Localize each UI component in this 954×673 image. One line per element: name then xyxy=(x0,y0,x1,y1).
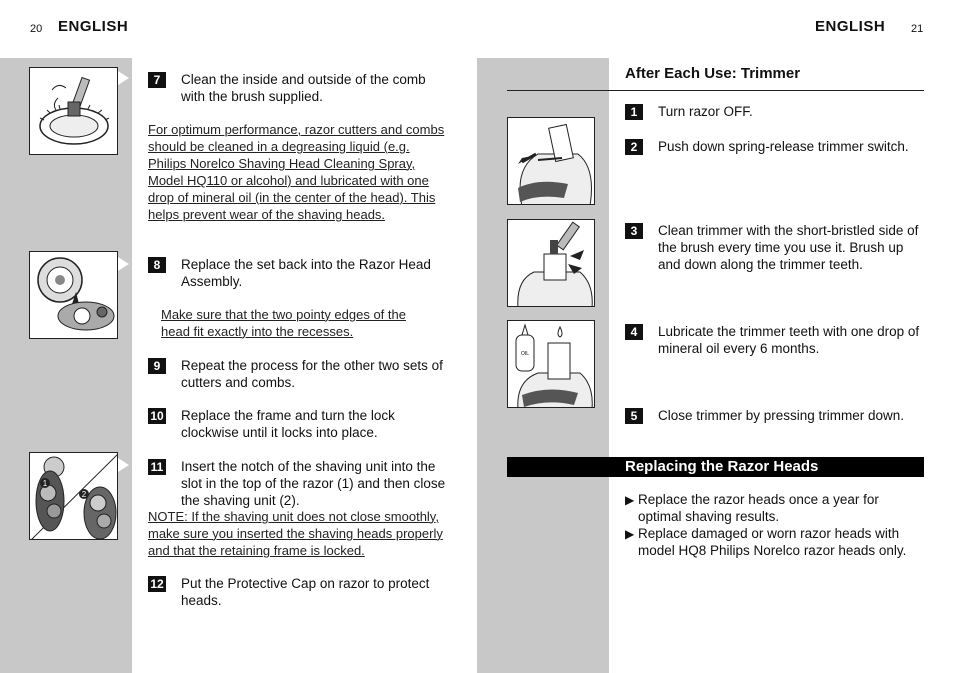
note-shaving-unit: NOTE: If the shaving unit does not close smoothly, make sure you inserted the shaving heads properly and that the retaining frame is locked. xyxy=(148,509,443,558)
step-number: 4 xyxy=(625,324,643,340)
step-text: Clean trimmer with the short-bristled side of the brush every time you use it. Brush up and down along the trimmer teeth. xyxy=(658,223,919,272)
illustration-trimmer-open xyxy=(507,117,595,205)
step-text: Put the Protective Cap on razor to protect heads. xyxy=(181,576,430,608)
triangle-bullet-icon: ▶ xyxy=(625,527,635,541)
illustration-trimmer-oil xyxy=(507,320,595,408)
label-two: 2 xyxy=(81,490,87,499)
oil-bottle-label: OIL xyxy=(520,351,530,357)
step-number: 2 xyxy=(625,139,643,155)
step-number: 3 xyxy=(625,223,643,239)
illustration-comb-brush xyxy=(29,67,118,155)
step-text: Repeat the process for the other two sets of cutters and combs. xyxy=(181,358,443,390)
step-text: Insert the notch of the shaving unit into the slot in the top of the razor (1) and then close the shaving unit (2). xyxy=(181,459,446,508)
step-text: Close trimmer by pressing trimmer down. xyxy=(658,408,905,423)
step-number: 11 xyxy=(148,459,166,475)
triangle-bullet-icon: ▶ xyxy=(625,493,635,507)
bullet-text: Replace damaged or worn razor heads with model HQ8 Philips Norelco razor heads only. xyxy=(638,526,907,558)
step-text: Clean the inside and outside of the comb with the brush supplied. xyxy=(181,72,426,104)
step-number: 5 xyxy=(625,408,643,424)
left-page-header: ENGLISH xyxy=(58,18,129,35)
step-text: Push down spring-release trimmer switch. xyxy=(658,139,909,154)
label-one: 1 xyxy=(42,479,48,488)
trimmer-section-title: After Each Use: Trimmer xyxy=(625,65,801,82)
step-text: Replace the set back into the Razor Head Assembly. xyxy=(181,257,431,289)
pointer-arrow xyxy=(118,257,129,271)
step-number: 1 xyxy=(625,104,643,120)
replacing-section-title: Replacing the Razor Heads xyxy=(507,457,924,477)
illustration-head-assembly xyxy=(29,251,118,339)
step-text: Turn razor OFF. xyxy=(658,104,753,119)
left-page-number: 20 xyxy=(30,23,43,35)
step-text: Replace the frame and turn the lock clockwise until it locks into place. xyxy=(181,408,395,440)
step-number: 12 xyxy=(148,576,166,592)
step-number: 10 xyxy=(148,408,166,424)
right-page-number: 21 xyxy=(911,23,924,35)
note-performance: For optimum performance, razor cutters and combs should be cleaned in a degreasing liquid (e.g. Philips Norelco Shaving Head Cleaning Spray, Model HQ110 or alcohol) and lubricated with one drop of mineral oil (in the center of the head). This helps prevent wear of the shaving heads. xyxy=(148,122,445,222)
step-number: 7 xyxy=(148,72,166,88)
pointer-arrow xyxy=(118,71,129,85)
bullet-text: Replace the razor heads once a year for optimal shaving results. xyxy=(638,492,879,524)
illustration-trimmer-brush xyxy=(507,219,595,307)
note-pointy-edges: Make sure that the two pointy edges of the head fit exactly into the recesses. xyxy=(161,307,406,339)
step-number: 9 xyxy=(148,358,166,374)
illustration-shaving-unit xyxy=(29,452,118,540)
right-page-header: ENGLISH xyxy=(815,18,886,35)
pointer-arrow xyxy=(118,458,129,472)
section-divider xyxy=(507,90,924,91)
step-text: Lubricate the trimmer teeth with one drop of mineral oil every 6 months. xyxy=(658,324,920,356)
step-number: 8 xyxy=(148,257,166,273)
